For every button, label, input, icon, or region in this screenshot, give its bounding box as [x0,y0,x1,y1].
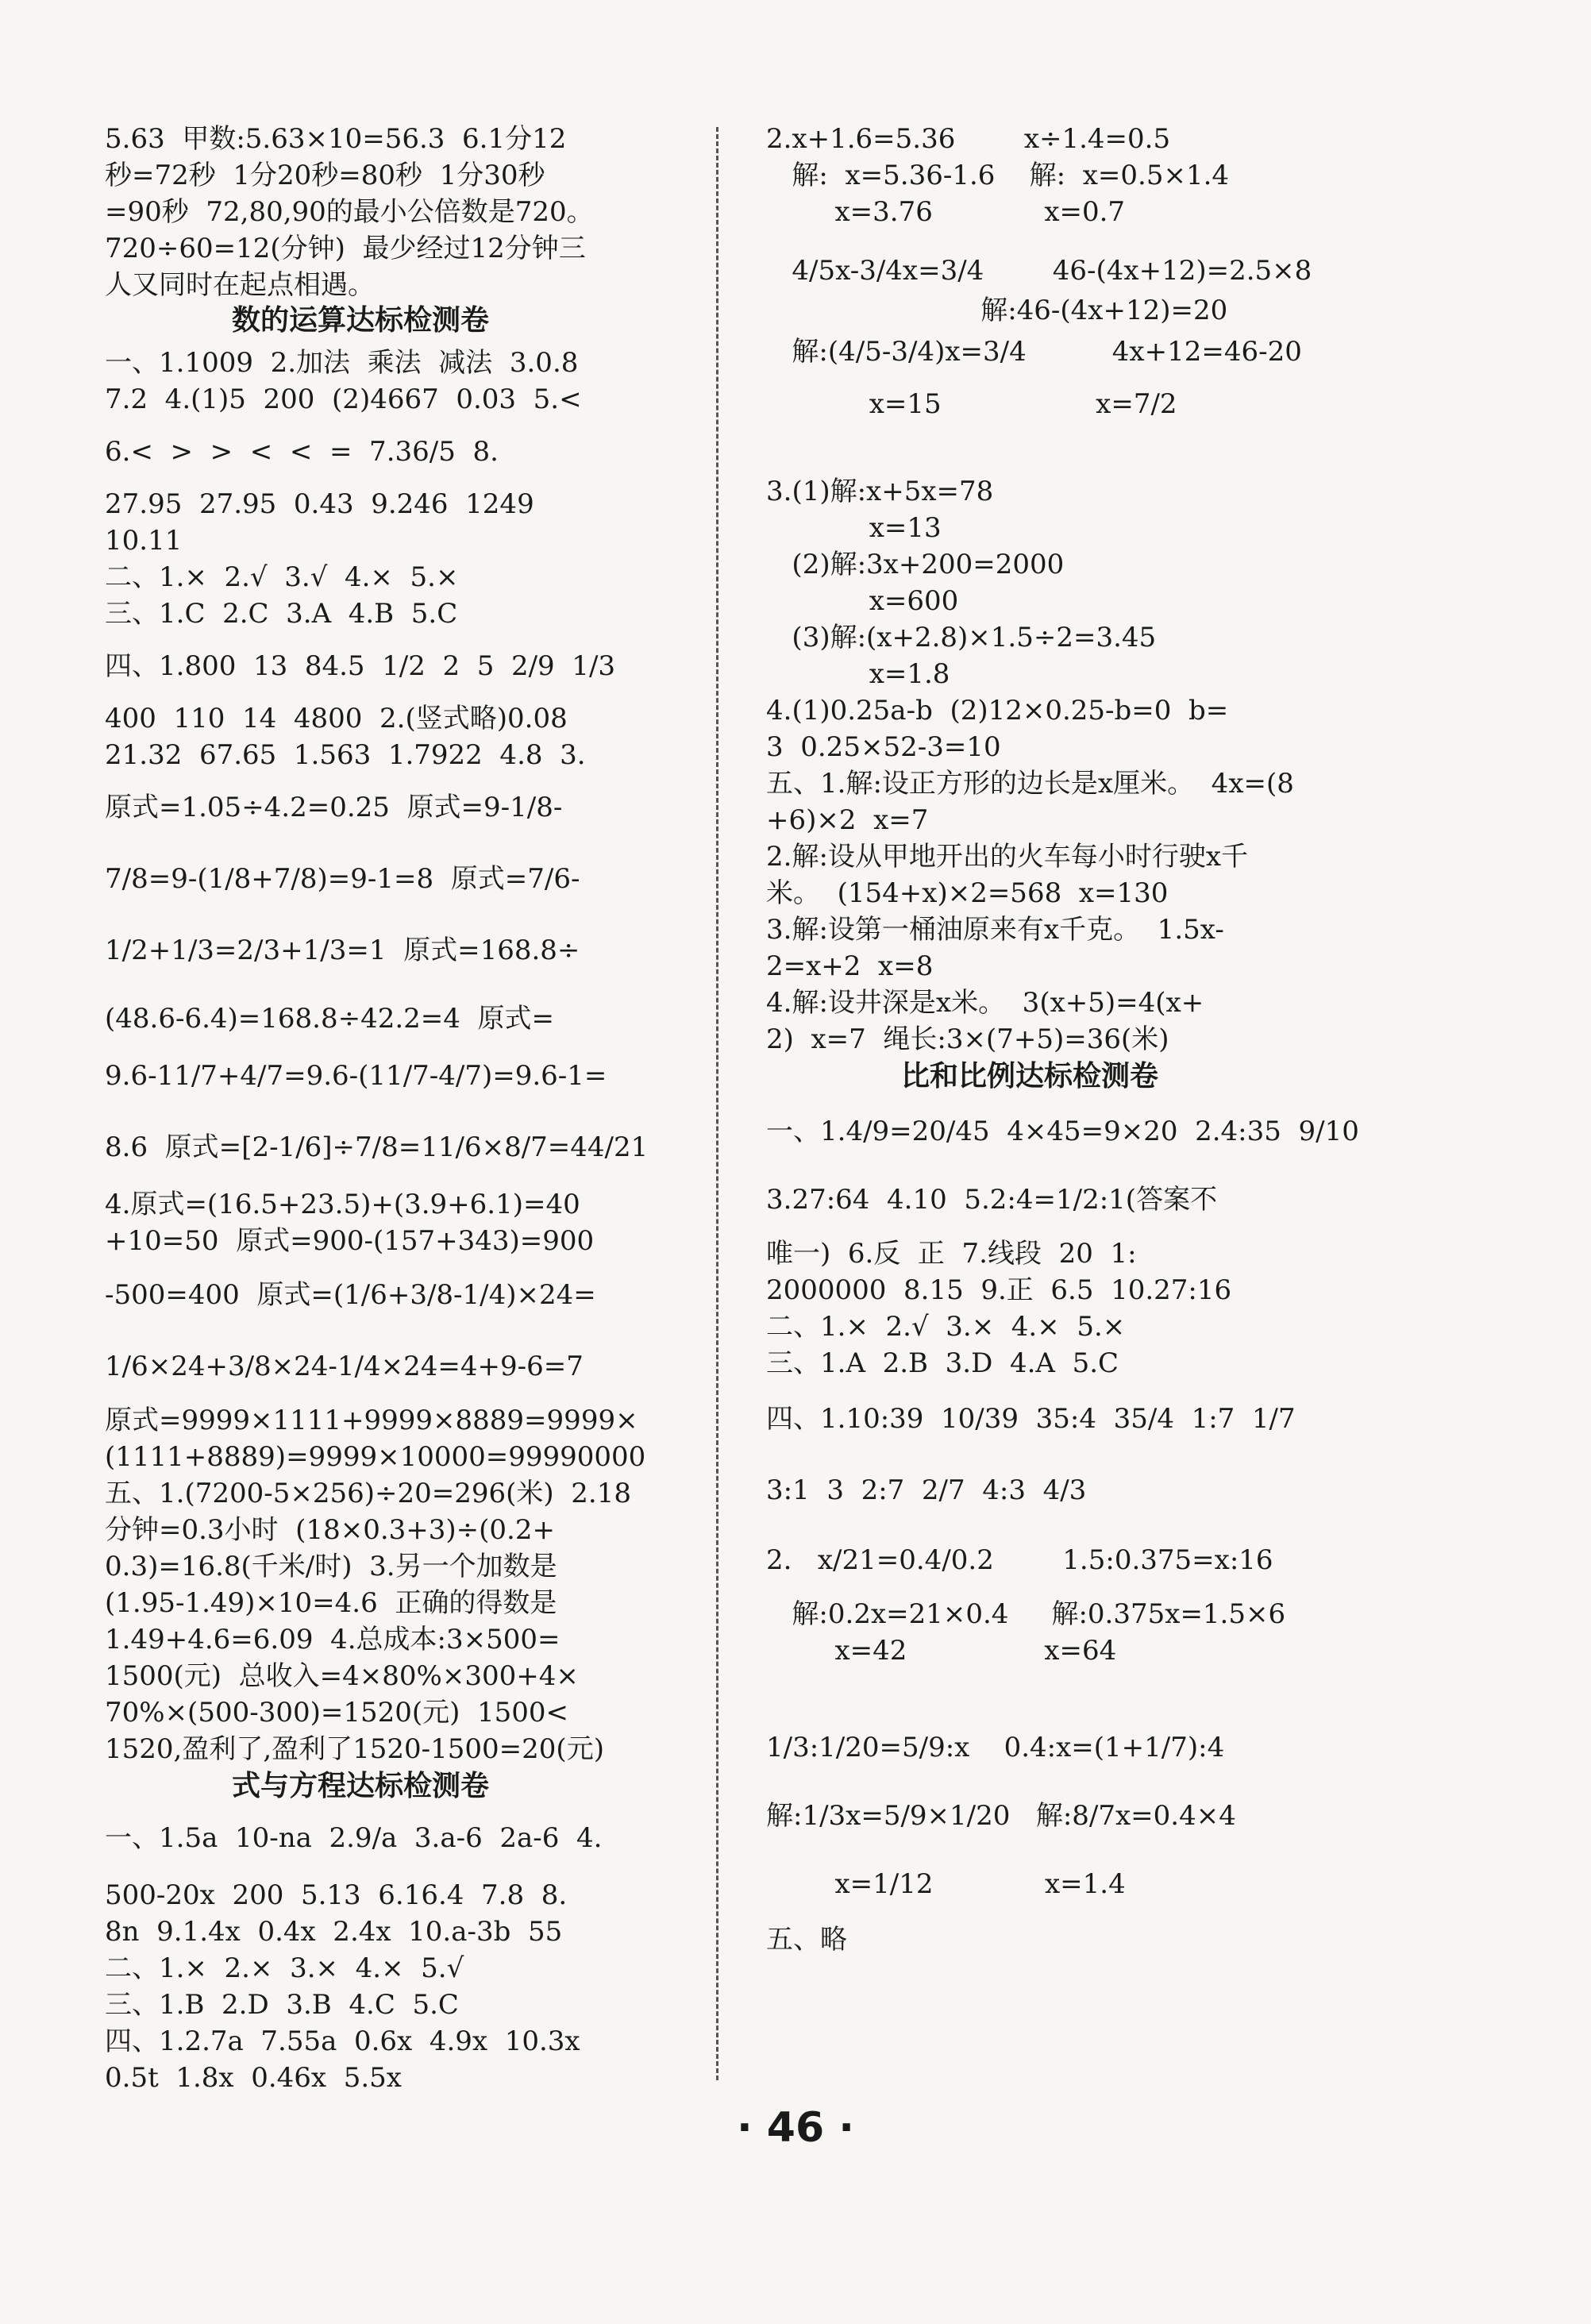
answer-line: 分钟=0.3小时 (18×0.3+3)÷(0.2+ [105,1514,555,1546]
answer-line: +6)×2 x=7 [766,804,929,836]
answer-line: 三、1.C 2.C 3.A 4.B 5.C [105,598,458,630]
answer-line: 400 110 14 4800 2.(竖式略)0.08 [105,703,568,734]
answer-line: 2. x/21=0.4/0.2 1.5:0.375=x:16 [766,1544,1273,1576]
answer-line: 1/3:1/20=5/9:x 0.4:x=(1+1/7):4 [766,1732,1225,1763]
answer-line: 10.11 [105,525,183,557]
answer-line: (48.6-6.4)=168.8÷42.2=4 原式= [105,1003,555,1035]
answer-line: 5.63 甲数:5.63×10=56.3 6.1分12 [105,123,567,155]
answer-line: 解:46-(4x+12)=20 [766,295,1228,326]
answer-line: 二、1.× 2.× 3.× 4.× 5.√ [105,1952,464,1984]
answer-line: 原式=9999×1111+9999×8889=9999× [105,1405,638,1436]
answer-line: 五、略 [766,1924,847,1956]
answer-line: 2.解:设从甲地开出的火车每小时行驶x千 [766,841,1249,873]
answer-line: 3:1 3 2:7 2/7 4:3 4/3 [766,1474,1087,1506]
column-divider [716,127,718,2080]
answer-line: 8n 9.1.4x 0.4x 2.4x 10.a-3b 55 [105,1916,563,1948]
answer-line: 解:0.2x=21×0.4 解:0.375x=1.5×6 [766,1598,1286,1630]
answer-line: 4/5x-3/4x=3/4 46-(4x+12)=2.5×8 [766,255,1312,287]
answer-line: 四、1.2.7a 7.55a 0.6x 4.9x 10.3x [105,2025,580,2057]
answer-line: 米。 (154+x)×2=568 x=130 [766,877,1169,909]
answer-line: 原式=1.05÷4.2=0.25 原式=9-1/8- [105,792,563,823]
answer-line: 二、1.× 2.√ 3.× 4.× 5.× [766,1311,1126,1343]
answer-line: 人又同时在起点相遇。 [105,269,375,301]
answer-line: 0.5t 1.8x 0.46x 5.5x [105,2062,402,2094]
answer-line: x=42 x=64 [766,1635,1117,1667]
answer-line: x=1/12 x=1.4 [766,1868,1126,1900]
answer-line: 0.3)=16.8(千米/时) 3.另一个加数是 [105,1551,557,1582]
answer-line: 4.解:设井深是x米。 3(x+5)=4(x+ [766,987,1204,1019]
answer-line: 解:(4/5-3/4)x=3/4 4x+12=46-20 [766,336,1302,368]
answer-line: x=15 x=7/2 [766,388,1177,420]
answer-line: x=1.8 [766,658,950,690]
answer-line: (1111+8889)=9999×10000=99990000 [105,1441,646,1473]
answer-line: 三、1.A 2.B 3.D 4.A 5.C [766,1347,1119,1379]
answer-line: 秒=72秒 1分20秒=80秒 1分30秒 [105,160,545,191]
answer-line: 四、1.800 13 84.5 1/2 2 5 2/9 1/3 [105,650,616,682]
section-heading: 比和比例达标检测卷 [901,1060,1159,1093]
answer-line: x=3.76 x=0.7 [766,196,1126,228]
answer-line: 1.49+4.6=6.09 4.总成本:3×500= [105,1624,561,1655]
answer-line: -500=400 原式=(1/6+3/8-1/4)×24= [105,1279,596,1311]
answer-line: 720÷60=12(分钟) 最少经过12分钟三 [105,233,586,264]
answer-line: 7.2 4.(1)5 200 (2)4667 0.03 5.< [105,383,582,415]
answer-line: 3.27:64 4.10 5.2:4=1/2:1(答案不 [766,1184,1218,1216]
answer-line: =90秒 72,80,90的最小公倍数是720。 [105,196,594,228]
answer-line: 2=x+2 x=8 [766,950,934,982]
answer-line: 一、1.5a 10-na 2.9/a 3.a-6 2a-6 4. [105,1822,603,1854]
answer-line: 1/2+1/3=2/3+1/3=1 原式=168.8÷ [105,935,580,966]
answer-line: 二、1.× 2.√ 3.√ 4.× 5.× [105,561,459,593]
answer-line: 8.6 原式=[2-1/6]÷7/8=11/6×8/7=44/21 [105,1131,649,1163]
answer-line: 解: x=5.36-1.6 解: x=0.5×1.4 [766,160,1230,191]
answer-line: 9.6-11/7+4/7=9.6-(11/7-4/7)=9.6-1= [105,1060,607,1092]
answer-line: 21.32 67.65 1.563 1.7922 4.8 3. [105,739,586,771]
answer-line: 4.(1)0.25a-b (2)12×0.25-b=0 b= [766,695,1229,726]
answer-line: 五、1.(7200-5×256)÷20=296(米) 2.18 [105,1478,631,1509]
answer-line: 三、1.B 2.D 3.B 4.C 5.C [105,1989,459,2021]
answer-line: 3.解:设第一桶油原来有x千克。 1.5x- [766,914,1224,946]
answer-line: 四、1.10:39 10/39 35:4 35/4 1:7 1/7 [766,1403,1296,1435]
answer-line: 70%×(500-300)=1520(元) 1500< [105,1697,569,1729]
answer-line: 解:1/3x=5/9×1/20 解:8/7x=0.4×4 [766,1800,1236,1832]
answer-line: (2)解:3x+200=2000 [766,549,1065,580]
answer-line: 1/6×24+3/8×24-1/4×24=4+9-6=7 [105,1351,584,1382]
answer-line: 2) x=7 绳长:3×(7+5)=36(米) [766,1023,1169,1055]
answer-line: 唯一) 6.反 正 7.线段 20 1: [766,1238,1137,1270]
answer-line: 3.(1)解:x+5x=78 [766,476,994,507]
answer-line: x=600 [766,585,959,617]
answer-line: 一、1.4/9=20/45 4×45=9×20 2.4:35 9/10 [766,1116,1359,1147]
answer-line: (3)解:(x+2.8)×1.5÷2=3.45 [766,622,1157,653]
answer-line: 27.95 27.95 0.43 9.246 1249 [105,488,534,520]
answer-line: 3 0.25×52-3=10 [766,731,1001,763]
answer-line: 4.原式=(16.5+23.5)+(3.9+6.1)=40 [105,1189,580,1220]
answer-line: +10=50 原式=900-(157+343)=900 [105,1225,595,1257]
answer-line: 1520,盈利了,盈利了1520-1500=20(元) [105,1733,604,1765]
answer-line: x=13 [766,512,942,544]
answer-line: (1.95-1.49)×10=4.6 正确的得数是 [105,1587,557,1619]
answer-line: 五、1.解:设正方形的边长是x厘米。 4x=(8 [766,768,1294,800]
answer-line: 500-20x 200 5.13 6.16.4 7.8 8. [105,1879,568,1911]
page-number: · 46 · [736,2104,855,2152]
answer-line: 2.x+1.6=5.36 x÷1.4=0.5 [766,123,1171,155]
answer-line: 1500(元) 总收入=4×80%×300+4× [105,1660,579,1692]
answer-line: 6.< > > < < = 7.36/5 8. [105,436,499,468]
answer-line: 2000000 8.15 9.正 6.5 10.27:16 [766,1274,1232,1306]
answer-line: 7/8=9-(1/8+7/8)=9-1=8 原式=7/6- [105,863,580,895]
answer-line: 一、1.1009 2.加法 乘法 减法 3.0.8 [105,347,579,379]
section-heading: 式与方程达标检测卷 [232,1770,490,1802]
section-heading: 数的运算达标检测卷 [232,304,490,337]
